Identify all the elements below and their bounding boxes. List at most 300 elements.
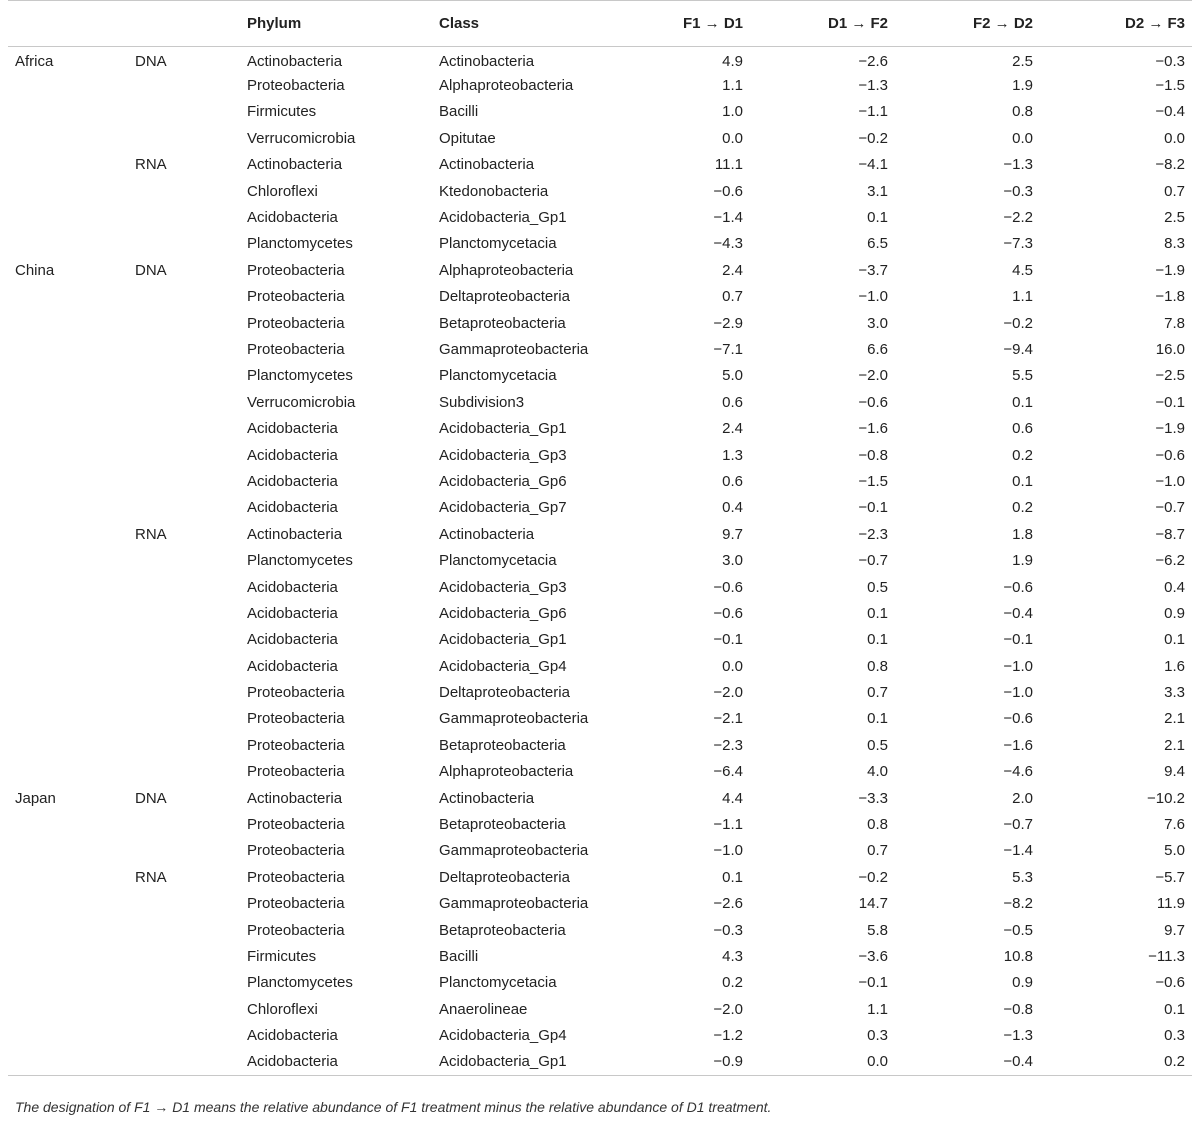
cell-class: Acidobacteria_Gp1 <box>439 209 567 227</box>
cell-phylum: Proteobacteria <box>247 288 345 306</box>
cell-nucleic-acid <box>128 891 240 917</box>
cell-region <box>8 495 128 521</box>
cell-f2-d2: −1.0 <box>1003 684 1033 702</box>
cell-class: Gammaproteobacteria <box>439 842 589 860</box>
table-row <box>8 944 1192 970</box>
cell-d2-f3: −1.5 <box>1155 77 1185 95</box>
cell-nucleic-acid <box>128 99 240 125</box>
cell-d2-f3: −8.7 <box>1155 525 1185 543</box>
cell-f2-d2: −2.2 <box>1003 209 1033 227</box>
cell-d1-f2: 6.6 <box>867 340 888 358</box>
cell-nucleic-acid <box>128 970 240 996</box>
cell-d1-f2: −1.1 <box>858 103 888 121</box>
cell-d1-f2: 0.1 <box>867 209 888 227</box>
cell-class: Actinobacteria <box>439 156 535 174</box>
cell-nucleic-acid <box>128 495 240 521</box>
cell-phylum: Proteobacteria <box>247 684 345 702</box>
cell-d2-f3: 2.5 <box>1164 209 1185 227</box>
cell-nucleic-acid <box>128 680 240 706</box>
cell-f1-d1: −1.0 <box>713 842 743 860</box>
cell-d1-f2: 0.0 <box>750 1049 895 1075</box>
cell-class: Planctomycetacia <box>439 974 557 992</box>
cell-d2-f3: −1.8 <box>1155 288 1185 306</box>
cell-class: Subdivision3 <box>439 393 525 411</box>
table-row <box>8 310 1192 336</box>
table-row <box>8 785 1192 811</box>
table-row <box>8 653 1192 679</box>
cell-f2-d2: 5.3 <box>1012 868 1033 886</box>
cell-d2-f3: −0.6 <box>1155 974 1185 992</box>
cell-class: Ktedonobacteria <box>439 182 549 200</box>
cell-nucleic-acid <box>128 231 240 257</box>
cell-f2-d2: 0.2 <box>1012 446 1033 464</box>
cell-phylum: Acidobacteria <box>247 472 338 490</box>
cell-region <box>8 337 128 363</box>
cell-f1-d1: −4.3 <box>713 235 743 253</box>
cell-region <box>8 574 128 600</box>
cell-class: Bacilli <box>439 103 479 121</box>
cell-f1-d1: −7.1 <box>713 340 743 358</box>
table-row <box>8 1049 1192 1075</box>
cell-region <box>8 73 128 99</box>
cell-nucleic-acid <box>128 733 240 759</box>
cell-d1-f2: −2.3 <box>858 525 888 543</box>
table-row <box>8 258 1192 284</box>
table-row <box>8 337 1192 363</box>
cell-d1-f2: 0.7 <box>867 842 888 860</box>
table-row <box>8 47 1192 73</box>
cell-f2-d2: 1.1 <box>1012 288 1033 306</box>
cell-d1-f2: −0.2 <box>858 129 888 147</box>
cell-phylum: Proteobacteria <box>247 340 345 358</box>
cell-f1-d1: −0.3 <box>713 921 743 939</box>
cell-d1-f2: −0.8 <box>858 446 888 464</box>
cell-phylum: Acidobacteria <box>247 578 338 596</box>
cell-d2-f3: 1.6 <box>1164 657 1185 675</box>
cell-f1-d1: 2.4 <box>722 420 743 438</box>
cell-class: Acidobacteria_Gp6 <box>439 472 567 490</box>
cell-class: Acidobacteria_Gp1 <box>439 420 567 438</box>
table-row <box>8 733 1192 759</box>
cell-nucleic-acid <box>128 574 240 600</box>
cell-f2-d2: −0.7 <box>1003 816 1033 834</box>
cell-phylum: Proteobacteria <box>247 921 345 939</box>
cell-d2-f3: −8.2 <box>1155 156 1185 174</box>
cell-phylum: Acidobacteria <box>247 446 338 464</box>
cell-d2-f3: −6.2 <box>1155 552 1185 570</box>
cell-d1-f2: −1.5 <box>858 472 888 490</box>
cell-f1-d1: 0.7 <box>722 288 743 306</box>
cell-nucleic-acid <box>128 627 240 653</box>
cell-f2-d2: 1.8 <box>1012 525 1033 543</box>
table-row <box>8 469 1192 495</box>
cell-f2-d2: −7.3 <box>1003 235 1033 253</box>
cell-f2-d2: 0.8 <box>1012 103 1033 121</box>
cell-class: Planctomycetacia <box>439 367 557 385</box>
cell-phylum: Actinobacteria <box>247 52 343 70</box>
cell-f1-d1: 0.0 <box>722 657 743 675</box>
cell-f2-d2: −0.8 <box>1003 1000 1033 1018</box>
cell-d1-f2: 6.5 <box>867 235 888 253</box>
cell-nucleic-acid <box>128 205 240 231</box>
cell-class: Anaerolineae <box>439 1000 528 1018</box>
cell-d2-f3: −5.7 <box>1155 868 1185 886</box>
cell-d1-f2: 14.7 <box>858 895 888 913</box>
cell-class: Acidobacteria_Gp6 <box>439 604 567 622</box>
cell-region <box>8 126 128 152</box>
cell-class: Opitutae <box>439 129 496 147</box>
cell-f1-d1: −2.1 <box>713 710 743 728</box>
cell-d2-f3: −1.9 <box>1155 420 1185 438</box>
cell-d1-f2: 0.5 <box>867 736 888 754</box>
cell-phylum: Proteobacteria <box>247 842 345 860</box>
cell-class: Actinobacteria <box>439 52 535 70</box>
cell-phylum: Actinobacteria <box>247 789 343 807</box>
cell-class: Acidobacteria_Gp4 <box>439 657 567 675</box>
abundance-difference-table <box>8 0 1192 1076</box>
table-row <box>8 812 1192 838</box>
data-table-container <box>8 0 1192 1076</box>
table-row <box>8 99 1192 125</box>
cell-f1-d1: 3.0 <box>722 552 743 570</box>
header-row <box>8 1 1192 47</box>
cell-f2-d2: −1.3 <box>1003 156 1033 174</box>
cell-d1-f2: −3.6 <box>858 947 888 965</box>
cell-class: Deltaproteobacteria <box>439 288 570 306</box>
cell-class: Deltaproteobacteria <box>439 868 570 886</box>
cell-f1-d1: 1.0 <box>722 103 743 121</box>
cell-f2-d2: −9.4 <box>1003 340 1033 358</box>
cell-d2-f3: −10.2 <box>1147 789 1185 807</box>
cell-d1-f2: −4.1 <box>858 156 888 174</box>
cell-class: Acidobacteria_Gp4 <box>439 1027 567 1045</box>
cell-f1-d1: 9.7 <box>722 525 743 543</box>
cell-class: Gammaproteobacteria <box>439 895 589 913</box>
cell-f2-d2: 0.1 <box>1012 472 1033 490</box>
cell-f2-d2: 4.5 <box>1012 261 1033 279</box>
cell-nucleic-acid <box>128 416 240 442</box>
cell-region <box>8 970 128 996</box>
cell-d1-f2: −0.7 <box>858 552 888 570</box>
table-row <box>8 284 1192 310</box>
cell-f2-d2: −8.2 <box>1003 895 1033 913</box>
cell-d2-f3: 0.2 <box>1040 1049 1192 1075</box>
cell-f1-d1: −0.9 <box>630 1049 750 1075</box>
cell-region <box>8 759 128 785</box>
header-class: Class <box>432 1 630 47</box>
table-row <box>8 178 1192 204</box>
cell-region <box>8 865 128 891</box>
table-row <box>8 917 1192 943</box>
table-row <box>8 126 1192 152</box>
cell-region <box>8 653 128 679</box>
cell-f1-d1: −1.4 <box>713 209 743 227</box>
cell-d2-f3: −0.6 <box>1155 446 1185 464</box>
cell-d1-f2: 0.7 <box>867 684 888 702</box>
table-row <box>8 495 1192 521</box>
cell-nucleic-acid <box>128 1023 240 1049</box>
cell-d1-f2: 0.1 <box>867 604 888 622</box>
cell-class: Planctomycetacia <box>439 552 557 570</box>
header-region <box>8 1 128 47</box>
cell-f1-d1: 4.3 <box>722 947 743 965</box>
cell-nucleic-acid <box>128 390 240 416</box>
header-f2-d2: F2 → D2 <box>895 1 1040 47</box>
cell-f1-d1: −2.3 <box>713 736 743 754</box>
cell-f2-d2: −0.1 <box>1003 631 1033 649</box>
cell-class: Deltaproteobacteria <box>439 684 570 702</box>
cell-class: Alphaproteobacteria <box>439 77 574 95</box>
cell-region <box>8 997 128 1023</box>
table-row <box>8 548 1192 574</box>
table-row <box>8 73 1192 99</box>
cell-f1-d1: −1.1 <box>713 816 743 834</box>
cell-d1-f2: −0.1 <box>858 974 888 992</box>
cell-nucleic-acid <box>128 469 240 495</box>
cell-d2-f3: 7.6 <box>1164 816 1185 834</box>
cell-f1-d1: −2.9 <box>713 314 743 332</box>
cell-nucleic-acid <box>128 363 240 389</box>
header-d2-f3: D2 → F3 <box>1040 1 1192 47</box>
cell-region <box>8 284 128 310</box>
cell-region <box>8 205 128 231</box>
table-row <box>8 442 1192 468</box>
cell-region <box>8 680 128 706</box>
cell-d2-f3: 8.3 <box>1164 235 1185 253</box>
cell-phylum: Proteobacteria <box>247 261 345 279</box>
cell-f2-d2: 0.2 <box>1012 499 1033 517</box>
cell-nucleic-acid <box>128 548 240 574</box>
cell-f1-d1: 2.4 <box>722 261 743 279</box>
cell-region <box>8 310 128 336</box>
cell-d1-f2: 3.1 <box>867 182 888 200</box>
cell-region <box>8 152 128 178</box>
cell-f1-d1: −2.0 <box>713 684 743 702</box>
cell-region <box>8 469 128 495</box>
cell-d1-f2: −3.7 <box>858 261 888 279</box>
cell-d2-f3: 11.9 <box>1156 895 1185 913</box>
cell-f2-d2: −0.6 <box>1003 578 1033 596</box>
cell-class: Betaproteobacteria <box>439 921 566 939</box>
cell-class: Acidobacteria_Gp3 <box>439 578 567 596</box>
table-body <box>8 47 1192 1076</box>
cell-class: Gammaproteobacteria <box>439 340 589 358</box>
table-row <box>8 865 1192 891</box>
cell-phylum: Verrucomicrobia <box>247 129 356 147</box>
cell-d2-f3: 16.0 <box>1155 340 1185 358</box>
cell-f2-d2: 5.5 <box>1012 367 1033 385</box>
cell-class: Planctomycetacia <box>439 235 557 253</box>
cell-phylum: Firmicutes <box>247 103 317 121</box>
cell-d1-f2: 1.1 <box>867 1000 888 1018</box>
cell-nucleic-acid <box>128 178 240 204</box>
cell-phylum: Proteobacteria <box>247 763 345 781</box>
cell-class: Acidobacteria_Gp7 <box>439 499 567 517</box>
cell-d2-f3: 7.8 <box>1164 314 1185 332</box>
table-row <box>8 891 1192 917</box>
cell-f2-d2: −4.6 <box>1003 763 1033 781</box>
cell-nucleic-acid <box>128 1049 240 1075</box>
cell-f1-d1: 1.3 <box>722 446 743 464</box>
cell-f2-d2: −1.6 <box>1003 736 1033 754</box>
cell-f2-d2: 0.9 <box>1012 974 1033 992</box>
cell-f2-d2: −0.5 <box>1003 921 1033 939</box>
cell-class: Acidobacteria_Gp1 <box>432 1049 630 1075</box>
cell-f2-d2: 1.9 <box>1012 552 1033 570</box>
cell-f1-d1: 0.6 <box>722 472 743 490</box>
cell-phylum: Planctomycetes <box>247 552 353 570</box>
cell-f1-d1: −2.6 <box>713 895 743 913</box>
cell-nucleic-acid: DNA <box>135 52 167 70</box>
cell-d1-f2: −3.3 <box>858 789 888 807</box>
table-row <box>8 390 1192 416</box>
cell-d1-f2: 0.8 <box>867 657 888 675</box>
cell-phylum: Proteobacteria <box>247 868 345 886</box>
cell-region <box>8 1023 128 1049</box>
cell-phylum: Acidobacteria <box>247 209 338 227</box>
cell-nucleic-acid: RNA <box>135 525 167 543</box>
cell-phylum: Acidobacteria <box>247 657 338 675</box>
cell-d1-f2: −0.6 <box>858 393 888 411</box>
header-f1-d1: F1 → D1 <box>630 1 750 47</box>
table-row <box>8 152 1192 178</box>
cell-d2-f3: 0.4 <box>1164 578 1185 596</box>
cell-d2-f3: −1.0 <box>1155 472 1185 490</box>
cell-nucleic-acid <box>128 759 240 785</box>
cell-region: Japan <box>15 789 56 807</box>
cell-d2-f3: −2.5 <box>1155 367 1185 385</box>
cell-region <box>8 944 128 970</box>
cell-phylum: Verrucomicrobia <box>247 393 356 411</box>
cell-nucleic-acid <box>128 73 240 99</box>
cell-d2-f3: 0.1 <box>1164 631 1185 649</box>
cell-d1-f2: 5.8 <box>867 921 888 939</box>
cell-class: Bacilli <box>439 947 479 965</box>
cell-region <box>8 442 128 468</box>
cell-phylum: Acidobacteria <box>247 1027 338 1045</box>
cell-region <box>8 838 128 864</box>
cell-phylum: Acidobacteria <box>240 1049 432 1075</box>
cell-nucleic-acid <box>128 284 240 310</box>
table-row <box>8 970 1192 996</box>
table-row <box>8 416 1192 442</box>
cell-region: Africa <box>15 52 54 70</box>
cell-region <box>8 363 128 389</box>
cell-f1-d1: 4.9 <box>722 52 743 70</box>
table-row <box>8 838 1192 864</box>
cell-f1-d1: 0.6 <box>722 393 743 411</box>
cell-region <box>8 231 128 257</box>
cell-phylum: Proteobacteria <box>247 77 345 95</box>
cell-nucleic-acid: RNA <box>135 156 167 174</box>
cell-nucleic-acid <box>128 601 240 627</box>
cell-d1-f2: 0.1 <box>867 631 888 649</box>
cell-region: China <box>15 261 55 279</box>
cell-region <box>8 522 128 548</box>
cell-f2-d2: −0.4 <box>895 1049 1040 1075</box>
table-row <box>8 574 1192 600</box>
cell-f2-d2: 10.8 <box>1003 947 1033 965</box>
cell-f1-d1: 4.4 <box>722 789 743 807</box>
cell-class: Acidobacteria_Gp1 <box>439 631 567 649</box>
table-row <box>8 706 1192 732</box>
cell-nucleic-acid <box>128 997 240 1023</box>
cell-class: Actinobacteria <box>439 525 535 543</box>
cell-d2-f3: 9.7 <box>1164 921 1185 939</box>
cell-phylum: Actinobacteria <box>247 525 343 543</box>
cell-phylum: Planctomycetes <box>247 974 353 992</box>
table-header <box>8 1 1192 47</box>
cell-region <box>8 891 128 917</box>
cell-d2-f3: 5.0 <box>1164 842 1185 860</box>
cell-d2-f3: 0.9 <box>1164 604 1185 622</box>
cell-region <box>8 733 128 759</box>
cell-phylum: Acidobacteria <box>247 499 338 517</box>
cell-f1-d1: 11.1 <box>714 156 743 174</box>
cell-class: Alphaproteobacteria <box>439 763 574 781</box>
cell-nucleic-acid <box>128 442 240 468</box>
cell-d2-f3: −0.3 <box>1155 52 1185 70</box>
table-row <box>8 627 1192 653</box>
cell-class: Betaproteobacteria <box>439 314 566 332</box>
cell-f1-d1: 0.4 <box>722 499 743 517</box>
cell-phylum: Proteobacteria <box>247 816 345 834</box>
cell-phylum: Acidobacteria <box>247 631 338 649</box>
cell-f2-d2: 2.5 <box>1012 52 1033 70</box>
cell-f2-d2: 0.6 <box>1012 420 1033 438</box>
table-footnote: The designation of F1 → D1 means the relative abundance of F1 treatment minus the relative abundance of D1 treatment. <box>15 1099 772 1115</box>
header-d1-f2: D1 → F2 <box>750 1 895 47</box>
cell-nucleic-acid <box>128 337 240 363</box>
cell-f2-d2: −0.2 <box>1003 314 1033 332</box>
cell-phylum: Firmicutes <box>247 947 317 965</box>
table-row <box>8 231 1192 257</box>
cell-class: Betaproteobacteria <box>439 816 566 834</box>
cell-f1-d1: 0.1 <box>722 868 743 886</box>
cell-d1-f2: 0.5 <box>867 578 888 596</box>
cell-d2-f3: 0.3 <box>1164 1027 1185 1045</box>
cell-d1-f2: −2.6 <box>858 52 888 70</box>
cell-region <box>8 548 128 574</box>
cell-d2-f3: 3.3 <box>1164 684 1185 702</box>
cell-nucleic-acid <box>128 944 240 970</box>
cell-region <box>8 390 128 416</box>
cell-d2-f3: 0.1 <box>1164 1000 1185 1018</box>
cell-d2-f3: −1.9 <box>1155 261 1185 279</box>
cell-f1-d1: 1.1 <box>722 77 743 95</box>
cell-d1-f2: −1.0 <box>858 288 888 306</box>
cell-region <box>8 706 128 732</box>
cell-nucleic-acid <box>128 917 240 943</box>
cell-nucleic-acid: RNA <box>135 868 167 886</box>
cell-region <box>8 627 128 653</box>
cell-d1-f2: −0.2 <box>858 868 888 886</box>
table-row <box>8 522 1192 548</box>
cell-d1-f2: −2.0 <box>858 367 888 385</box>
table-row <box>8 997 1192 1023</box>
cell-region <box>8 917 128 943</box>
cell-f1-d1: −0.6 <box>713 182 743 200</box>
cell-nucleic-acid <box>128 706 240 732</box>
cell-f2-d2: −1.4 <box>1003 842 1033 860</box>
cell-nucleic-acid <box>128 653 240 679</box>
cell-f2-d2: 0.1 <box>1012 393 1033 411</box>
cell-class: Gammaproteobacteria <box>439 710 589 728</box>
cell-d2-f3: −0.1 <box>1155 393 1185 411</box>
cell-phylum: Chloroflexi <box>247 182 318 200</box>
table-row <box>8 1023 1192 1049</box>
cell-phylum: Acidobacteria <box>247 420 338 438</box>
